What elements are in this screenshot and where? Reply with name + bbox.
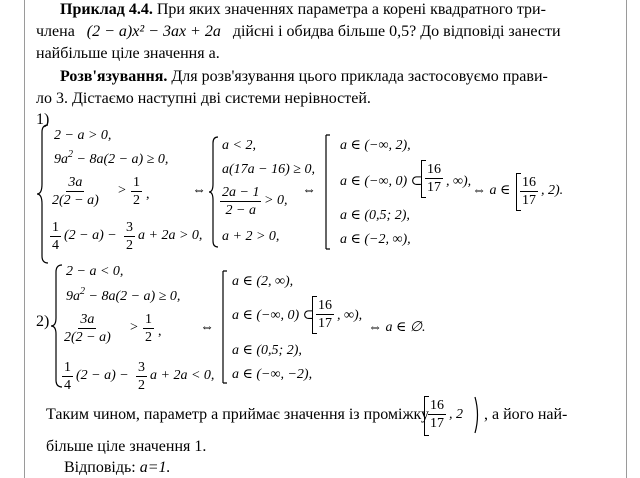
answer-value: a=1.: [139, 459, 171, 476]
case1-sys3-row1: a ∈ (−∞, 2),: [340, 138, 411, 153]
case2-sys1-row2: $9a^2 - 8a(2 - a) \ge 0$,: [66, 286, 181, 304]
case2-sys1-row4-mid: (2 − a) −: [76, 368, 129, 383]
conclusion-paren: [474, 396, 482, 434]
case1-sys1-row1: 2 − a > 0,: [54, 128, 112, 143]
case1-result-pre: ⇔ a ∈: [472, 183, 511, 198]
case1-result-frac: $\frac{16}{17}$: [522, 175, 536, 208]
case1-sys3-row3: a ∈ (0,5; 2),: [340, 208, 410, 223]
page-left-border: [24, 0, 25, 478]
problem-line-3: найбільше ціле значення a.: [36, 45, 220, 62]
case2-sys2-row2b: , ∞),: [337, 308, 363, 323]
case1-sys1-row4-quarter: $\frac{1}{4}$: [52, 220, 59, 253]
case1-sys1-row4-threehalves: $\frac{3}{2}$: [126, 220, 133, 253]
conclusion-line-1b: , а його най-: [484, 406, 568, 423]
case2-sys1-row3-comma: ,: [158, 324, 162, 339]
case2-result: ⇔ a ∈ ∅.: [368, 320, 426, 335]
case1-sys2-row1: a < 2,: [222, 138, 256, 153]
case1-sys2-row2: a(17a − 16) ≥ 0,: [222, 162, 315, 177]
case1-sys2-row4: a + 2 > 0,: [222, 229, 280, 244]
case1-sys2-row3-end: > 0,: [264, 193, 288, 208]
case1-sys3-row2b: , ∞),: [446, 174, 472, 189]
case-2-label: 2): [36, 313, 50, 330]
case2-sys2-row2-frac: $\frac{16}{17}$: [318, 298, 332, 331]
answer-line: [64, 458, 171, 478]
case-1-label: 1): [36, 111, 50, 128]
case2-sys2-row2a: a ∈ (−∞, 0) ⊂: [232, 308, 315, 323]
case2-sys1-row4-quarter: $\frac{1}{4}$: [64, 360, 71, 393]
problem-text-1: При яких значеннях параметра a корені квадратного три-: [156, 1, 546, 18]
case2-sys2-row4: a ∈ (−∞, −2),: [232, 367, 313, 382]
case2-arrow: ⇔: [200, 320, 214, 335]
solution-line-2: ло 3. Дістаємо наступні дві системи нерівностей.: [36, 90, 371, 107]
case1-sys1-row3-comma: ,: [146, 187, 150, 202]
case2-sys2-row3: a ∈ (0,5; 2),: [232, 343, 302, 358]
case1-result-post: , 2).: [541, 183, 564, 198]
case2-sys1-row4-end: a + 2a < 0,: [150, 368, 215, 383]
answer-label: Відповідь:: [64, 459, 136, 476]
case1-sys1-row4-end: a + 2a > 0,: [138, 228, 203, 243]
problem-line-1: [60, 0, 546, 20]
case1-arrow-2: ⇔: [302, 183, 316, 198]
problem-text-2a: члена: [36, 23, 75, 40]
case1-sys3-brace: [325, 134, 337, 250]
case1-sys1-row4-mid: (2 − a) −: [64, 228, 117, 243]
problem-line-2: [36, 22, 561, 42]
case1-sys2-row3-frac: $\frac{2a - 1}{2 - a}$: [222, 185, 260, 218]
solution-text-1: Для розв'язування цього приклада застосовуємо прави-: [171, 68, 548, 85]
case2-sys1-row3-half: $\frac{1}{2}$: [145, 312, 152, 345]
case1-sys2-brace: [208, 136, 220, 248]
case1-sys3-row2-frac: $\frac{16}{17}$: [427, 162, 441, 195]
case1-sys3-row4: a ∈ (−2, ∞),: [340, 232, 411, 247]
conclusion-line-2: більше ціле значення 1.: [46, 438, 207, 455]
case1-sys1-brace: [36, 124, 50, 264]
solution-label: Розв'язування.: [60, 68, 168, 85]
case2-sys2-row1: a ∈ (2, ∞),: [232, 274, 294, 289]
conclusion-interval-frac: $\frac{16}{17}$: [430, 398, 444, 431]
page-right-border: [626, 0, 627, 478]
polynomial-equation: (2 − a)x² − 3ax + 2a: [86, 23, 221, 40]
case2-sys1-row4-threehalves: $\frac{3}{2}$: [138, 360, 145, 393]
conclusion-interval-post: , 2: [449, 407, 463, 422]
case2-sys1-row3-frac: $\frac{3a}{2(2 - a)}$: [64, 312, 111, 345]
case1-sys1-row3-frac: $\frac{3a}{2(2 - a)}$: [52, 175, 99, 208]
case2-sys1-row1: 2 − a < 0,: [66, 264, 124, 279]
case1-sys1-row2: $9a^2 - 8a(2 - a) \ge 0$,: [54, 149, 169, 167]
solution-line-1: [60, 67, 548, 87]
case2-sys1-row3-gt: >: [130, 320, 138, 335]
problem-label: Приклад 4.4.: [60, 1, 153, 18]
case1-sys1-row3-gt: >: [118, 183, 126, 198]
case1-arrow-1: ⇔: [192, 183, 206, 198]
case1-sys1-row3-half: $\frac{1}{2}$: [133, 175, 140, 208]
case1-sys3-row2a: a ∈ (−∞, 0) ⊂: [340, 174, 423, 189]
conclusion-line-1a: Таким чином, параметр а приймає значення із проміжку: [46, 406, 430, 423]
problem-text-2b: дійсні і обидва більше 0,5? До відповіді занести: [232, 23, 561, 40]
